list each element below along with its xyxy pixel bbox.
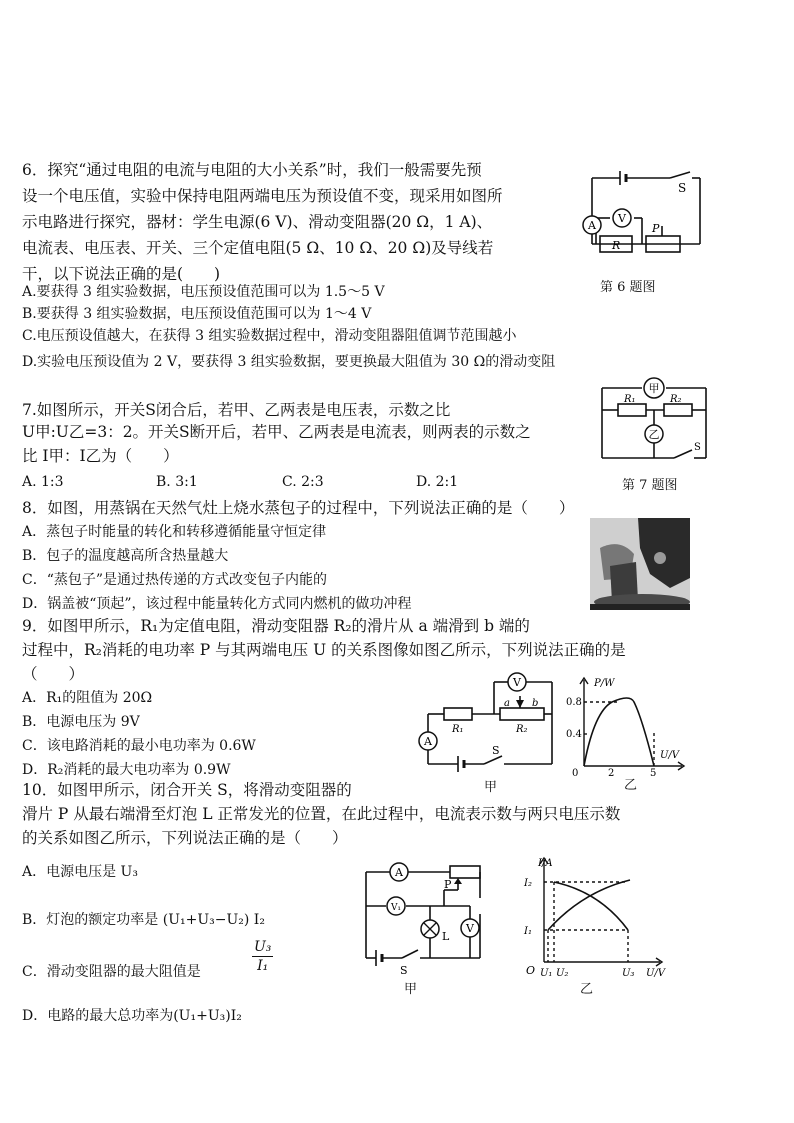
q7-option-a: A. 1:3 bbox=[22, 474, 64, 490]
q8-option-a: A．蒸包子时能量的转化和转移遵循能量守恒定律 bbox=[22, 524, 327, 540]
q10-fraction-denominator: I₁ bbox=[257, 958, 269, 974]
q10-option-b: B．灯泡的额定功率是 (U₁+U₃−U₂) I₂ bbox=[22, 912, 265, 928]
q10-graph-caption: 乙 bbox=[580, 982, 594, 997]
q7-figure-caption: 第 7 题图 bbox=[622, 478, 678, 493]
q7-r2-label: R₂ bbox=[670, 394, 682, 405]
q10-graph-u2: U₂ bbox=[556, 968, 569, 979]
q9-voltmeter-label: V bbox=[513, 676, 521, 689]
q9-stem-line-1: 9．如图甲所示，R₁为定值电阻，滑动变阻器 R₂的滑片从 a 端滑到 b 端的 bbox=[22, 617, 530, 635]
q7-circuit-diagram bbox=[596, 380, 712, 466]
q10-graph-u1: U₁ bbox=[540, 968, 553, 979]
q9-r2-label: R₂ bbox=[516, 724, 528, 735]
q6-option-b: B.要获得 3 组实验数据，电压预设值范围可以为 1～4 V bbox=[22, 306, 372, 322]
q10-graph-i1: I₁ bbox=[524, 926, 532, 937]
q7-option-d: D. 2:1 bbox=[416, 474, 459, 490]
q10-ammeter-label: A bbox=[395, 866, 403, 879]
q10-switch-label: S bbox=[400, 964, 408, 977]
q9-graph-tick-x0: 0 bbox=[572, 768, 579, 779]
q9-option-a: A．R₁的阻值为 20Ω bbox=[22, 690, 153, 706]
q9-circuit-diagram bbox=[408, 670, 558, 778]
q7-stem-line-1: 7.如图所示，开关S闭合后，若甲、乙两表是电压表，示数之比 bbox=[22, 401, 451, 419]
q6-stem-line-5: 干，以下说法正确的是( ) bbox=[22, 265, 221, 283]
q6-option-d: D.实验电压预设值为 2 V，要获得 3 组实验数据，要更换最大阻值为 30 Ω的滑动变阻 bbox=[22, 354, 556, 370]
q6-figure-caption: 第 6 题图 bbox=[600, 280, 656, 295]
q6-stem-line-2: 设一个电压值，实验中保持电阻两端电压为预设值不变，现采用如图所 bbox=[22, 187, 503, 205]
q9-graph-xlabel: U/V bbox=[660, 750, 680, 761]
q10-v2-label: V bbox=[466, 922, 474, 935]
q7-r1-label: R₁ bbox=[624, 394, 636, 405]
q9-graph-tick-x1: 2 bbox=[608, 768, 615, 779]
q6-option-c: C.电压预设值越大，在获得 3 组实验数据过程中，滑动变阻器阻值调节范围越小 bbox=[22, 328, 517, 344]
q9-ammeter-label: A bbox=[424, 735, 432, 748]
q9-graph-ylabel: P/W bbox=[594, 678, 615, 689]
q8-steamer-photo bbox=[590, 518, 690, 610]
q7-stem-line-2: U甲:U乙=3：2。开关S断开后，若甲、乙两表是电流表，则两表的示数之 bbox=[22, 423, 531, 441]
q10-circuit-diagram bbox=[358, 856, 482, 977]
q6-slider-label: P bbox=[652, 222, 660, 235]
q6-option-a: A.要获得 3 组实验数据，电压预设值范围可以为 1.5～5 V bbox=[22, 284, 385, 300]
q10-stem-line-3: 的关系如图乙所示，下列说法正确的是（ ） bbox=[22, 829, 348, 847]
q9-graph-tick-x2: 5 bbox=[650, 768, 657, 779]
q10-v1-label: V₁ bbox=[390, 903, 402, 913]
q8-option-d: D．锅盖被“顶起”，该过程中能量转化方式同内燃机的做功冲程 bbox=[22, 596, 412, 612]
q9-b-label: b bbox=[532, 698, 539, 709]
q6-switch-label: S bbox=[678, 181, 687, 195]
q10-slider-label: P bbox=[444, 878, 452, 891]
q6-voltmeter-label: V bbox=[618, 212, 626, 225]
q9-graph-caption: 乙 bbox=[624, 778, 638, 793]
q10-current-voltage-graph bbox=[520, 852, 670, 980]
q7-option-c: C. 2:3 bbox=[282, 474, 324, 490]
q6-stem-line-3: 示电路进行探究，器材：学生电源(6 V)、滑动变阻器(20 Ω，1 A)、 bbox=[22, 213, 493, 231]
q9-option-d: D．R₂消耗的最大电功率为 0.9W bbox=[22, 762, 231, 778]
q10-lamp bbox=[421, 920, 439, 938]
q6-ammeter-label: A bbox=[588, 219, 596, 232]
q10-option-c: C．滑动变阻器的最大阻值是 bbox=[22, 964, 201, 980]
q9-graph-tick-y2: 0.4 bbox=[566, 729, 582, 740]
q7-meter-yi-label: 乙 bbox=[648, 428, 660, 441]
q6-resistor-label: R bbox=[612, 239, 621, 252]
q10-fraction bbox=[252, 938, 273, 975]
q6-stem-line-4: 电流表、电压表、开关、三个定值电阻(5 Ω、10 Ω、20 Ω)及导线若 bbox=[22, 239, 494, 257]
q10-lamp-label: L bbox=[442, 930, 450, 943]
q6-stem-line-1: 6．探究“通过电阻的电流与电阻的大小关系”时，我们一般需要先预 bbox=[22, 161, 482, 179]
q9-option-c: C．该电路消耗的最小电功率为 0.6W bbox=[22, 738, 256, 754]
q8-option-c: C．“蒸包子”是通过热传递的方式改变包子内能的 bbox=[22, 572, 328, 588]
q10-graph-origin: O bbox=[526, 964, 536, 977]
q10-graph-u3: U₃ bbox=[622, 968, 635, 979]
q8-stem: 8．如图，用蒸锅在天然气灶上烧水蒸包子的过程中，下列说法正确的是（ ） bbox=[22, 499, 575, 517]
q10-graph-xlabel: U/V bbox=[646, 968, 666, 979]
q9-stem-line-3: （ ） bbox=[22, 665, 85, 683]
q10-stem-line-2: 滑片 P 从最右端滑至灯泡 L 正常发光的位置，在此过程中，电流表示数与两只电压示数 bbox=[22, 805, 621, 823]
q10-option-d: D．电路的最大总功率为(U₁+U₃)I₂ bbox=[22, 1008, 242, 1024]
q10-circuit-caption: 甲 bbox=[404, 982, 418, 997]
q8-option-b: B．包子的温度越高所含热量越大 bbox=[22, 548, 229, 564]
q7-switch-label: S bbox=[694, 442, 701, 453]
q9-circuit-caption: 甲 bbox=[484, 780, 498, 795]
q10-graph-i2: I₂ bbox=[524, 878, 532, 889]
q9-stem-line-2: 过程中，R₂消耗的电功率 P 与其两端电压 U 的关系图像如图乙所示，下列说法正确的是 bbox=[22, 641, 626, 659]
q10-stem-line-1: 10．如图甲所示，闭合开关 S，将滑动变阻器的 bbox=[22, 781, 352, 799]
q10-fraction-numerator: U₃ bbox=[254, 939, 272, 955]
q9-graph-tick-y1: 0.8 bbox=[566, 697, 582, 708]
q9-power-voltage-graph bbox=[560, 672, 690, 782]
q10-option-a: A．电源电压是 U₃ bbox=[22, 864, 138, 880]
q9-option-b: B．电源电压为 9V bbox=[22, 714, 140, 730]
q9-switch-label: S bbox=[492, 744, 500, 757]
q9-a-label: a bbox=[504, 698, 510, 709]
q9-r1-label: R₁ bbox=[452, 724, 464, 735]
q7-stem-line-3: 比 I甲：I乙为（ ） bbox=[22, 447, 179, 465]
q10-graph-ylabel: I/A bbox=[538, 858, 553, 869]
q7-meter-jia-label: 甲 bbox=[648, 382, 660, 395]
q6-circuit-diagram bbox=[572, 168, 702, 262]
q7-option-b: B. 3:1 bbox=[156, 474, 198, 490]
